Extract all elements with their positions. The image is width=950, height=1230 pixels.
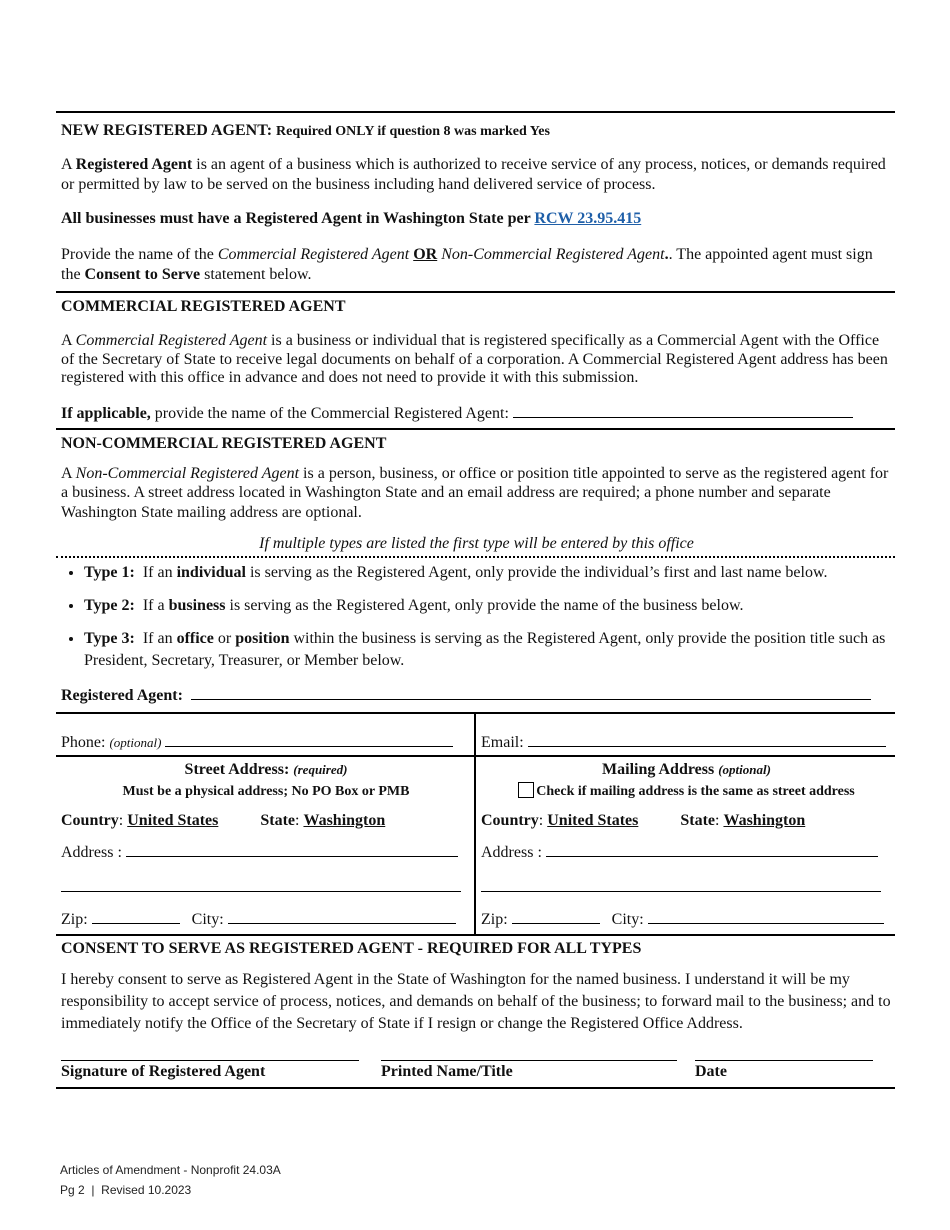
consent-heading: CONSENT TO SERVE AS REGISTERED AGENT - REQUIRED FOR ALL TYPES <box>61 940 642 957</box>
dotted-divider <box>56 556 895 558</box>
state-value: Washington <box>723 812 806 829</box>
street-zip-field[interactable] <box>92 909 180 924</box>
new-agent-section <box>56 113 895 285</box>
left-column <box>56 714 476 934</box>
text-fragment: A <box>61 332 76 349</box>
mailing-address-field[interactable] <box>546 842 878 857</box>
type-keyword: office <box>176 630 214 647</box>
text-fragment: If an <box>142 564 177 581</box>
text-fragment: is serving as the Registered Agent, only provide the individual’s first and last name below. <box>245 564 828 581</box>
registered-agent-form <box>56 111 895 1089</box>
commercial-term: Commercial Registered Agent <box>75 332 268 349</box>
list-item <box>84 595 895 617</box>
mailing-zip-field[interactable] <box>512 909 600 924</box>
same-address-row <box>481 782 892 802</box>
street-address-subtext: Must be a physical address; No PO Box or PMB <box>122 784 410 799</box>
consent-term: Consent to Serve <box>84 266 201 283</box>
phone-row <box>56 714 474 757</box>
registered-agent-definition <box>61 155 892 194</box>
signature-field[interactable] <box>61 1060 359 1081</box>
footer-separator: | <box>91 1183 95 1197</box>
text-fragment: If a <box>142 597 169 614</box>
street-country-state: Country: United States State: Washington <box>61 812 386 829</box>
printed-name-field[interactable] <box>381 1060 677 1081</box>
phone-label: Phone: <box>61 734 110 751</box>
text-fragment: is an agent of a business which is authorized to receive service of any process, notices, or demands required or permitted by law to be served on the business including hand delivered service of process. <box>61 156 886 193</box>
mailing-zip-city-row <box>481 909 892 934</box>
provide-agent-instruction: Provide the name of the Commercial Registered Agent OR Non-Commercial Registered Agent.. The appointed agent must sign the Consent to Serve statement below. <box>61 246 873 283</box>
new-agent-title: NEW REGISTERED AGENT: <box>61 122 273 139</box>
bottom-divider <box>56 1087 895 1089</box>
mailing-address-block <box>476 760 895 934</box>
date-field[interactable] <box>695 1060 873 1081</box>
list-item <box>84 628 895 672</box>
state-label: State <box>680 812 715 829</box>
text-fragment: statement below. <box>200 266 312 283</box>
consent-text: I hereby consent to serve as Registered Agent in the State of Washington for the named business. I understand it will be my responsibility to accept service of process, notices, and demands on behalf of the business; to forward mail to the business; and to immediately notify the Office of the Secretary of State if I resign or change the Registered Office Address. <box>61 971 891 1032</box>
mailing-address-title <box>481 760 892 780</box>
printed-name-label: Printed Name/Title <box>381 1063 513 1080</box>
mailing-address-field-2[interactable] <box>481 877 881 892</box>
registered-agent-term: Registered Agent <box>75 156 193 173</box>
if-applicable-label: If applicable, <box>61 404 151 422</box>
city-label: City: <box>191 911 224 928</box>
country-value: United States <box>127 812 219 829</box>
consent-section <box>56 936 895 1035</box>
non-commercial-description <box>61 464 892 523</box>
street-address-line-2 <box>61 877 471 898</box>
signature-row <box>56 1060 895 1081</box>
text-fragment: is serving as the Registered Agent, only provide the name of the business below. <box>225 597 744 614</box>
multiple-types-note: If multiple types are listed the first type will be entered by this office <box>259 535 694 552</box>
commercial-description <box>61 332 892 388</box>
new-agent-heading <box>61 121 892 142</box>
new-agent-note: Required ONLY if question 8 was marked Yes <box>276 124 550 139</box>
text-fragment: is a business or individual that is registered specifically as a Commercial Agent with the Office of the Secretary of State to receive legal documents on behalf of a corporation. A Commercial Registered Agent address has been registered with this office in advance and does not need to provide it with this submission. <box>61 332 888 386</box>
mailing-optional-note: (optional) <box>718 762 771 777</box>
address-grid <box>56 712 895 936</box>
mailing-address-line-2 <box>481 877 892 898</box>
street-address-block <box>56 760 474 934</box>
street-address-field[interactable] <box>126 842 458 857</box>
footer-title: Articles of Amendment - Nonprofit 24.03A <box>60 1163 281 1177</box>
street-address-title <box>61 760 471 780</box>
all-businesses-statement <box>61 209 892 229</box>
signature-label: Signature of Registered Agent <box>61 1063 266 1080</box>
commercial-term: Commercial Registered Agent <box>217 246 410 263</box>
text-fragment: If an <box>142 630 177 647</box>
type-label: Type 2: <box>84 597 135 614</box>
page-number: Pg 2 <box>60 1183 85 1197</box>
text-fragment: All businesses must have a Registered Agent in Washington State per <box>61 210 535 227</box>
text-fragment: A <box>61 156 76 173</box>
agent-types-list <box>56 562 895 672</box>
same-address-label: Check if mailing address is the same as street address <box>536 784 855 799</box>
commercial-agent-label: provide the name of the Commercial Registered Agent: <box>150 404 509 422</box>
type-keyword: business <box>168 597 226 614</box>
non-commercial-section <box>56 430 895 555</box>
type-label: Type 3: <box>84 630 135 647</box>
mailing-title-text: Mailing Address <box>602 761 715 778</box>
state-value: Washington <box>303 812 386 829</box>
registered-agent-label: Registered Agent: <box>61 687 183 704</box>
commercial-section <box>56 293 895 424</box>
revision-date: Revised 10.2023 <box>101 1183 192 1197</box>
mailing-country-state: Country: United States State: Washington <box>481 812 806 829</box>
phone-field[interactable] <box>165 732 453 747</box>
non-commercial-term: Non-Commercial Registered Agent <box>75 464 300 482</box>
street-zip-city-row <box>61 909 471 934</box>
text-fragment: A <box>61 464 76 482</box>
street-required-note: (required) <box>293 762 348 777</box>
text-fragment: Provide the name of the <box>61 246 218 263</box>
right-column <box>476 714 895 934</box>
list-item <box>84 562 895 584</box>
mailing-address-row <box>481 842 892 863</box>
type-keyword: individual <box>176 564 246 581</box>
email-field[interactable] <box>528 732 886 747</box>
street-city-field[interactable] <box>228 909 456 924</box>
rcw-link[interactable]: RCW 23.95.415 <box>534 210 642 227</box>
mailing-city-field[interactable] <box>648 909 884 924</box>
country-label: Country <box>481 812 539 829</box>
email-row <box>476 714 895 757</box>
registered-agent-row <box>56 685 895 706</box>
type-keyword: position <box>235 630 290 647</box>
text-fragment: is a person, business, or office or position title appointed to serve as the registered agent for a business. A street address located in Washington State and an email address are required; a phone number and separate Washington State mailing address are optional. <box>61 464 889 521</box>
date-label: Date <box>695 1063 727 1080</box>
same-address-checkbox[interactable] <box>518 782 534 798</box>
registered-agent-field[interactable] <box>191 685 871 700</box>
or-term: OR <box>413 246 438 263</box>
type-label: Type 1: <box>84 564 135 581</box>
page-footer <box>60 1160 281 1200</box>
non-commercial-heading: NON-COMMERCIAL REGISTERED AGENT <box>61 434 387 452</box>
text-fragment: or <box>213 630 236 647</box>
address-label: Address : <box>61 844 122 861</box>
commercial-agent-row <box>61 403 892 424</box>
footer-page-info <box>60 1180 281 1200</box>
country-value: United States <box>547 812 639 829</box>
street-title-text: Street Address: <box>184 761 290 778</box>
street-address-row <box>61 842 471 863</box>
state-label: State <box>260 812 295 829</box>
zip-label: Zip: <box>481 911 508 928</box>
city-label: City: <box>611 911 644 928</box>
phone-optional-note: (optional) <box>109 735 162 750</box>
text-fragment: . The appointed agent must sign the <box>61 246 873 283</box>
zip-label: Zip: <box>61 911 88 928</box>
commercial-heading: COMMERCIAL REGISTERED AGENT <box>61 298 346 315</box>
email-label: Email: <box>481 734 524 751</box>
non-commercial-term: Non-Commercial Registered Agent <box>441 246 665 263</box>
commercial-agent-field[interactable] <box>513 403 853 418</box>
text-fragment: within the business is serving as the Registered Agent, only provide the position title such as President, Secretary, Treasurer, or Member below. <box>84 630 886 669</box>
street-address-field-2[interactable] <box>61 877 461 892</box>
country-label: Country <box>61 812 119 829</box>
address-label: Address : <box>481 844 542 861</box>
